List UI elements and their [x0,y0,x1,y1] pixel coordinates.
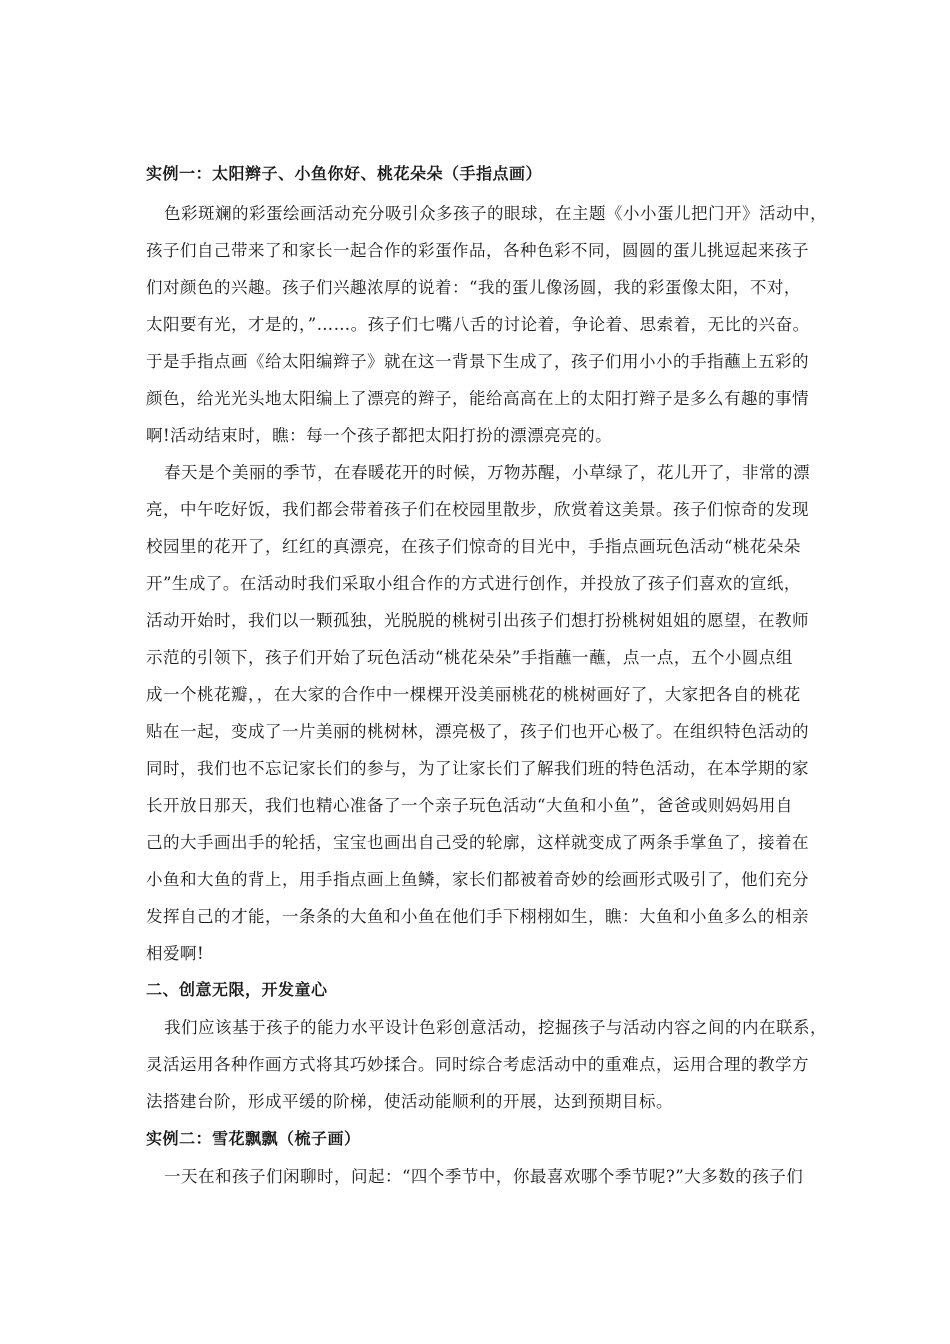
paragraph-1-line-5: 于是手指点画《给太阳编辫子》就在这一背景下生成了，孩子们用小小的手指蘸上五彩的 [146,352,809,371]
paragraph-2-line-12: 小鱼和大鱼的背上，用手指点画上鱼鳞，家长们都被着奇妙的绘画形式吸引了，他们充分 [146,870,809,889]
paragraph-2-line-1: 春天是个美丽的季节，在春暖花开的时候，万物苏醒，小草绿了，花儿开了，非常的漂 [164,463,810,482]
heading-example-2: 实例二：雪花飘飘（梳子画） [146,1129,361,1148]
paragraph-1-line-3: 们对颜色的兴趣。孩子们兴趣浓厚的说着：“我的蛋儿像汤圆，我的彩蛋像太阳，不对， [146,278,801,297]
paragraph-1-line-7: 啊!活动结束时，瞧：每一个孩子都把太阳打扮的漂漂亮亮的。 [146,426,613,445]
paragraph-2-line-4: 开”生成了。在活动时我们采取小组合作的方式进行创作，并投放了孩子们喜欢的宣纸， [146,574,801,593]
paragraph-2-line-7: 成一个桃花瓣，，在大家的合作中一棵棵开没美丽桃花的桃树画好了，大家把各自的桃花 [146,685,801,704]
paragraph-1-line-1: 色彩斑斓的彩蛋绘画活动充分吸引众多孩子的眼球，在主题《小小蛋儿把门开》活动中， [164,204,827,223]
paragraph-4-line-1: 一天在和孩子们闲聊时，问起：“四个季节中，你最喜欢哪个季节呢?”大多数的孩子们 [164,1167,804,1186]
paragraph-2-line-2: 亮，中午吃好饭，我们都会带着孩子们在校园里散步，欣赏着这美景。孩子们惊奇的发现 [146,500,809,519]
paragraph-2-line-3: 校园里的花开了，红红的真漂亮，在孩子们惊奇的目光中，手指点画玩色活动“桃花朵朵 [146,537,801,556]
paragraph-2-line-6: 示范的引领下，孩子们开始了玩色活动“桃花朵朵”手指蘸一蘸，点一点，五个小圆点组 [146,648,793,667]
paragraph-2-line-10: 长开放日那天，我们也精心准备了一个亲子玩色活动“大鱼和小鱼”，爸爸或则妈妈用自 [146,796,793,815]
paragraph-2-line-14: 相爱啊! [146,944,205,963]
heading-section-2: 二、创意无限，开发童心 [146,980,328,999]
paragraph-3-line-2: 灵活运用各种作画方式将其巧妙揉合。同时综合考虑活动中的重难点，运用合理的教学方 [146,1055,809,1074]
paragraph-2-line-8: 贴在一起，变成了一片美丽的桃树林，漂亮极了，孩子们也开心极了。在组织特色活动的 [146,722,809,741]
paragraph-1-line-4: 太阳要有光，才是的，”……。孩子们七嘴八舌的讨论着，争论着、思索着，无比的兴奋。 [146,315,810,334]
paragraph-1-line-2: 孩子们自己带来了和家长一起合作的彩蛋作品，各种色彩不同，圆圆的蛋儿挑逗起来孩子 [146,241,809,260]
paragraph-3-line-3: 法搭建台阶，形成平缓的阶梯，使活动能顺利的开展，达到预期目标。 [146,1092,673,1111]
paragraph-2-line-5: 活动开始时，我们以一颗孤独，光脱脱的桃树引出孩子们想打扮桃树姐姐的愿望，在教师 [146,611,809,630]
paragraph-1-line-6: 颜色，给光光头地太阳编上了漂亮的辫子，能给高高在上的太阳打辫子是多么有趣的事情 [146,389,809,408]
paragraph-2-line-11: 己的大手画出手的轮括，宝宝也画出自己受的轮廓，这样就变成了两条手掌鱼了，接着在 [146,833,809,852]
paragraph-2-line-9: 同时，我们也不忘记家长们的参与，为了让家长们了解我们班的特色活动，在本学期的家 [146,759,809,778]
paragraph-3-line-1: 我们应该基于孩子的能力水平设计色彩创意活动，挖掘孩子与活动内容之间的内在联系， [164,1018,827,1037]
heading-example-1: 实例一：太阳辫子、小鱼你好、桃花朵朵（手指点画） [146,164,543,183]
paragraph-2-line-13: 发挥自己的才能，一条条的大鱼和小鱼在他们手下栩栩如生，瞧：大鱼和小鱼多么的相亲 [146,907,809,926]
